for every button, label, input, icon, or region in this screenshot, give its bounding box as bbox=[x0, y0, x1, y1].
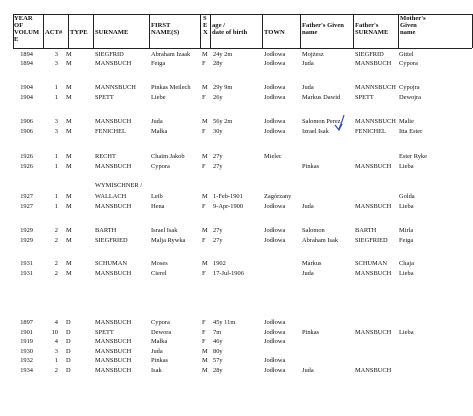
cell-surname: MANSBUCH bbox=[95, 319, 132, 326]
cell-sex: F bbox=[202, 237, 206, 244]
cell-surname: BARTH bbox=[95, 227, 117, 234]
header-sex: S E X bbox=[203, 15, 208, 36]
cell-year: 1897 bbox=[20, 319, 33, 326]
cell-act: 2 bbox=[54, 367, 58, 374]
cell-act: 2 bbox=[54, 260, 58, 267]
cell-first-names: Abraham Izaak bbox=[151, 51, 191, 58]
cell-act: 3 bbox=[54, 348, 58, 355]
cell-type: M bbox=[66, 60, 72, 67]
cell-act: 1 bbox=[54, 84, 58, 91]
cell-mother-given: Ester Ryke bbox=[399, 153, 427, 160]
header-surname: SURNAME bbox=[95, 29, 129, 36]
cell-first-names: Dewora bbox=[151, 329, 172, 336]
cell-sex: M bbox=[202, 348, 208, 355]
cell-mother-given: Chaja bbox=[399, 260, 414, 267]
cell-first-names: Juda bbox=[151, 118, 163, 125]
cell-act: 1 bbox=[54, 203, 58, 210]
cell-type: M bbox=[66, 237, 72, 244]
cell-father-surname: FENICHEL bbox=[355, 128, 386, 135]
header-divider bbox=[262, 14, 263, 48]
cell-father-given: Juda bbox=[302, 60, 314, 67]
cell-father-surname: MANSBUCH bbox=[355, 270, 392, 277]
cell-mother-given: Itta Ester bbox=[399, 128, 423, 135]
cell-father-surname: MANSBUCH bbox=[355, 203, 392, 210]
cell-sex: F bbox=[202, 338, 206, 345]
header-age: age / date of birth bbox=[212, 22, 248, 36]
cell-sex: M bbox=[202, 367, 208, 374]
cell-age: 45y 11m bbox=[213, 319, 236, 326]
cell-surname: SIEGFRID bbox=[95, 51, 124, 58]
cell-year: 1904 bbox=[20, 84, 33, 91]
cell-age: 26y bbox=[213, 94, 223, 101]
cell-age: 80y bbox=[213, 348, 223, 355]
cell-first-names: Juda bbox=[151, 348, 163, 355]
cell-sex: M bbox=[202, 118, 208, 125]
handwritten-arrow-icon bbox=[333, 114, 347, 134]
cell-first-names: Feiga bbox=[151, 60, 166, 67]
cell-surname: MANSBUCH bbox=[95, 203, 132, 210]
cell-town: Jodłowa bbox=[264, 94, 286, 101]
cell-surname: MANSBUCH bbox=[95, 338, 132, 345]
cell-sex: M bbox=[202, 227, 208, 234]
header-divider bbox=[200, 14, 201, 48]
cell-father-given: Markus bbox=[302, 260, 322, 267]
cell-first-names: Moses bbox=[151, 260, 168, 267]
cell-father-given: Juda bbox=[302, 367, 314, 374]
cell-surname: MANSBUCH bbox=[95, 60, 132, 67]
cell-first-names: Cypora bbox=[151, 319, 170, 326]
cell-age: 24y 2m bbox=[213, 51, 233, 58]
cell-age: 30y bbox=[213, 128, 223, 135]
header-divider bbox=[300, 14, 301, 48]
cell-town: Jodłowa bbox=[264, 338, 286, 345]
cell-sex: M bbox=[202, 193, 208, 200]
cell-first-names: Chaim Jakob bbox=[151, 153, 185, 160]
cell-year: 1932 bbox=[20, 357, 33, 364]
cell-year: 1906 bbox=[20, 118, 33, 125]
header-act: ACT# bbox=[45, 29, 63, 36]
cell-type: M bbox=[66, 84, 72, 91]
cell-surname: MANSBUCH bbox=[95, 163, 132, 170]
cell-father-given: Pinkas bbox=[302, 329, 320, 336]
cell-mother-given: Lieba bbox=[399, 270, 414, 277]
cell-surname: MANNSBUCH bbox=[95, 84, 136, 91]
cell-act: 1 bbox=[54, 357, 58, 364]
cell-town: Jodłowa bbox=[264, 60, 286, 67]
header-first-names: FIRST NAME(S) bbox=[151, 22, 180, 36]
cell-first-names: Małka bbox=[151, 338, 168, 345]
cell-act: 1 bbox=[54, 163, 58, 170]
cell-age: 28y bbox=[213, 60, 223, 67]
cell-town: Jodłowa bbox=[264, 319, 286, 326]
cell-act: 1 bbox=[54, 153, 58, 160]
cell-year: 1927 bbox=[20, 193, 33, 200]
cell-first-names: Pinkas Meilech bbox=[151, 84, 191, 91]
cell-act: 4 bbox=[54, 338, 58, 345]
cell-type: M bbox=[66, 153, 72, 160]
cell-sex: F bbox=[202, 128, 206, 135]
cell-surname: MANSBUCH bbox=[95, 367, 132, 374]
cell-type: M bbox=[66, 118, 72, 125]
cell-act: 4 bbox=[54, 319, 58, 326]
cell-town: Jodłowa bbox=[264, 118, 286, 125]
cell-year: 1929 bbox=[20, 237, 33, 244]
cell-act: 3 bbox=[54, 60, 58, 67]
cell-type: D bbox=[66, 329, 71, 336]
cell-town: Jodłowa bbox=[264, 237, 286, 244]
cell-sex: F bbox=[202, 60, 206, 67]
cell-year: 1906 bbox=[20, 128, 33, 135]
header-father-given: Father's Given name bbox=[302, 22, 344, 36]
cell-mother-given: Mirla bbox=[399, 227, 414, 234]
header-town: TOWN bbox=[264, 29, 285, 36]
cell-type: M bbox=[66, 227, 72, 234]
cell-year: 1930 bbox=[20, 348, 33, 355]
cell-mother-given: Lieba bbox=[399, 163, 414, 170]
cell-first-names: Malja Rywka bbox=[151, 237, 186, 244]
cell-father-surname: MANSBUCH bbox=[355, 329, 392, 336]
cell-sex: F bbox=[202, 270, 206, 277]
cell-act: 3 bbox=[54, 128, 58, 135]
cell-surname: WALLACH bbox=[95, 193, 127, 200]
cell-act: 10 bbox=[51, 329, 58, 336]
cell-year: 1901 bbox=[20, 329, 33, 336]
cell-type: M bbox=[66, 270, 72, 277]
cell-father-surname: BARTH bbox=[355, 227, 377, 234]
cell-year: 1931 bbox=[20, 260, 33, 267]
cell-first-names: Cierel bbox=[151, 270, 167, 277]
cell-age: 57y bbox=[213, 357, 223, 364]
cell-type: D bbox=[66, 348, 71, 355]
cell-town: Zagórzany bbox=[264, 193, 292, 200]
cell-father-given: Juda bbox=[302, 203, 314, 210]
header-divider bbox=[149, 14, 150, 48]
cell-act: 3 bbox=[54, 51, 58, 58]
header-type: TYPE bbox=[70, 29, 88, 36]
cell-father-given: Pinkas bbox=[302, 163, 320, 170]
cell-year: 1894 bbox=[20, 60, 33, 67]
cell-age: 1902 bbox=[213, 260, 226, 267]
cell-mother-given: Lieba bbox=[399, 203, 414, 210]
cell-town: Jodłowa bbox=[264, 203, 286, 210]
cell-first-names: Liebe bbox=[151, 94, 166, 101]
cell-age: 27y bbox=[213, 153, 223, 160]
cell-surname: WYMISCHNER / bbox=[95, 182, 143, 189]
cell-father-surname: SIEGFRID bbox=[355, 51, 384, 58]
header-divider bbox=[398, 14, 399, 48]
header-bottom-border bbox=[13, 48, 472, 49]
cell-father-surname: SCHUMAN bbox=[355, 260, 387, 267]
cell-act: 2 bbox=[54, 237, 58, 244]
cell-year: 1929 bbox=[20, 227, 33, 234]
cell-surname: SCHUMAN bbox=[95, 260, 127, 267]
cell-mother-given: Feiga bbox=[399, 237, 414, 244]
cell-father-surname: MANNSBUCH bbox=[355, 118, 396, 125]
cell-age: 27y bbox=[213, 227, 223, 234]
cell-year: 1926 bbox=[20, 163, 33, 170]
cell-father-surname: MANSBUCH bbox=[355, 367, 392, 374]
cell-sex: F bbox=[202, 319, 206, 326]
cell-sex: M bbox=[202, 51, 208, 58]
cell-year: 1894 bbox=[20, 51, 33, 58]
cell-town: Jodłowa bbox=[264, 357, 286, 364]
cell-surname: MANSBUCH bbox=[95, 118, 132, 125]
cell-surname: RECHT bbox=[95, 153, 116, 160]
header-divider bbox=[353, 14, 354, 48]
header-father-surname: Father's SURNAME bbox=[355, 22, 389, 36]
cell-surname: MANSBUCH bbox=[95, 270, 132, 277]
cell-act: 3 bbox=[54, 118, 58, 125]
cell-type: D bbox=[66, 357, 71, 364]
cell-surname: SPETT bbox=[95, 94, 114, 101]
cell-father-given: Juda bbox=[302, 270, 314, 277]
cell-year: 1926 bbox=[20, 153, 33, 160]
cell-father-surname: MANNSBUCH bbox=[355, 84, 396, 91]
cell-age: 7m bbox=[213, 329, 222, 336]
cell-father-surname: SIEGFRIED bbox=[355, 237, 388, 244]
cell-town: Jodłowa bbox=[264, 51, 286, 58]
cell-father-given: Juda bbox=[302, 84, 314, 91]
cell-sex: F bbox=[202, 94, 206, 101]
cell-surname: SIEGFRIED bbox=[95, 237, 128, 244]
cell-first-names: Małka bbox=[151, 128, 168, 135]
cell-age: 29y 9m bbox=[213, 84, 233, 91]
cell-town: Jodłowa bbox=[264, 227, 286, 234]
cell-act: 1 bbox=[54, 193, 58, 200]
cell-type: M bbox=[66, 51, 72, 58]
cell-surname: MANSBUCH bbox=[95, 348, 132, 355]
cell-surname: MANSBUCH bbox=[95, 357, 132, 364]
cell-year: 1934 bbox=[20, 367, 33, 374]
cell-town: Jodłowa bbox=[264, 329, 286, 336]
header-divider bbox=[68, 14, 69, 48]
cell-town: Jodłowa bbox=[264, 367, 286, 374]
cell-surname: FENICHEL bbox=[95, 128, 126, 135]
cell-sex: F bbox=[202, 163, 206, 170]
cell-father-given: Izrael Isak bbox=[302, 128, 329, 135]
cell-sex: M bbox=[202, 84, 208, 91]
cell-sex: M bbox=[202, 153, 208, 160]
cell-father-given: Markus Dawid bbox=[302, 94, 341, 101]
cell-age: 28y bbox=[213, 367, 223, 374]
cell-father-surname: MANSBUCH bbox=[355, 163, 392, 170]
cell-year: 1931 bbox=[20, 270, 33, 277]
header-year-of-volume: YEAR OF VOLUM E bbox=[14, 15, 40, 43]
cell-age: 9-Apr-1900 bbox=[213, 203, 244, 210]
header-mother-given: Mother's Given name bbox=[400, 15, 426, 36]
cell-sex: M bbox=[202, 260, 208, 267]
cell-act: 2 bbox=[54, 227, 58, 234]
cell-act: 1 bbox=[54, 94, 58, 101]
cell-age: 1-Feb-1901 bbox=[213, 193, 243, 200]
cell-year: 1927 bbox=[20, 203, 33, 210]
cell-mother-given: Dewojra bbox=[399, 94, 422, 101]
cell-mother-given: Golda bbox=[399, 193, 415, 200]
cell-mother-given: Cypojra bbox=[399, 84, 420, 91]
cell-town: Jodłowa bbox=[264, 84, 286, 91]
cell-type: D bbox=[66, 367, 71, 374]
cell-first-names: Hena bbox=[151, 203, 165, 210]
cell-first-names: Pinkas bbox=[151, 357, 169, 364]
cell-father-surname: SPETT bbox=[355, 94, 374, 101]
cell-father-given: Salomon bbox=[302, 227, 325, 234]
cell-father-surname: MANSBUCH bbox=[355, 60, 392, 67]
cell-year: 1919 bbox=[20, 338, 33, 345]
cell-first-names: Israel Isak bbox=[151, 227, 178, 234]
cell-age: 56y 2m bbox=[213, 118, 233, 125]
cell-age: 27y bbox=[213, 237, 223, 244]
cell-surname: SPETT bbox=[95, 329, 114, 336]
cell-sex: M bbox=[202, 357, 208, 364]
cell-sex: F bbox=[202, 203, 206, 210]
cell-mother-given: Lieba bbox=[399, 329, 414, 336]
cell-type: D bbox=[66, 319, 71, 326]
cell-father-given: Mojżesz bbox=[302, 51, 324, 58]
cell-father-given: Abraham Isak bbox=[302, 237, 339, 244]
cell-type: D bbox=[66, 338, 71, 345]
cell-age: 46y bbox=[213, 338, 223, 345]
cell-type: M bbox=[66, 203, 72, 210]
cell-first-names: Leib bbox=[151, 193, 163, 200]
cell-age: 17-Jul-1906 bbox=[213, 270, 244, 277]
cell-year: 1904 bbox=[20, 94, 33, 101]
cell-mother-given: Gittel bbox=[399, 51, 414, 58]
cell-town: Mielec bbox=[264, 153, 282, 160]
cell-town: Jodłowa bbox=[264, 128, 286, 135]
header-divider bbox=[93, 14, 94, 48]
cell-sex: F bbox=[202, 329, 206, 336]
cell-mother-given: Malie bbox=[399, 118, 414, 125]
cell-mother-given: Cypora bbox=[399, 60, 418, 67]
header-divider bbox=[43, 14, 44, 48]
cell-father-given: Salomon Perez bbox=[302, 118, 341, 125]
header-divider bbox=[210, 14, 211, 48]
cell-type: M bbox=[66, 128, 72, 135]
cell-type: M bbox=[66, 193, 72, 200]
cell-first-names: Isak bbox=[151, 367, 162, 374]
cell-age: 27y bbox=[213, 163, 223, 170]
cell-type: M bbox=[66, 94, 72, 101]
cell-type: M bbox=[66, 260, 72, 267]
cell-act: 2 bbox=[54, 270, 58, 277]
cell-first-names: Cypora bbox=[151, 163, 170, 170]
cell-type: M bbox=[66, 163, 72, 170]
